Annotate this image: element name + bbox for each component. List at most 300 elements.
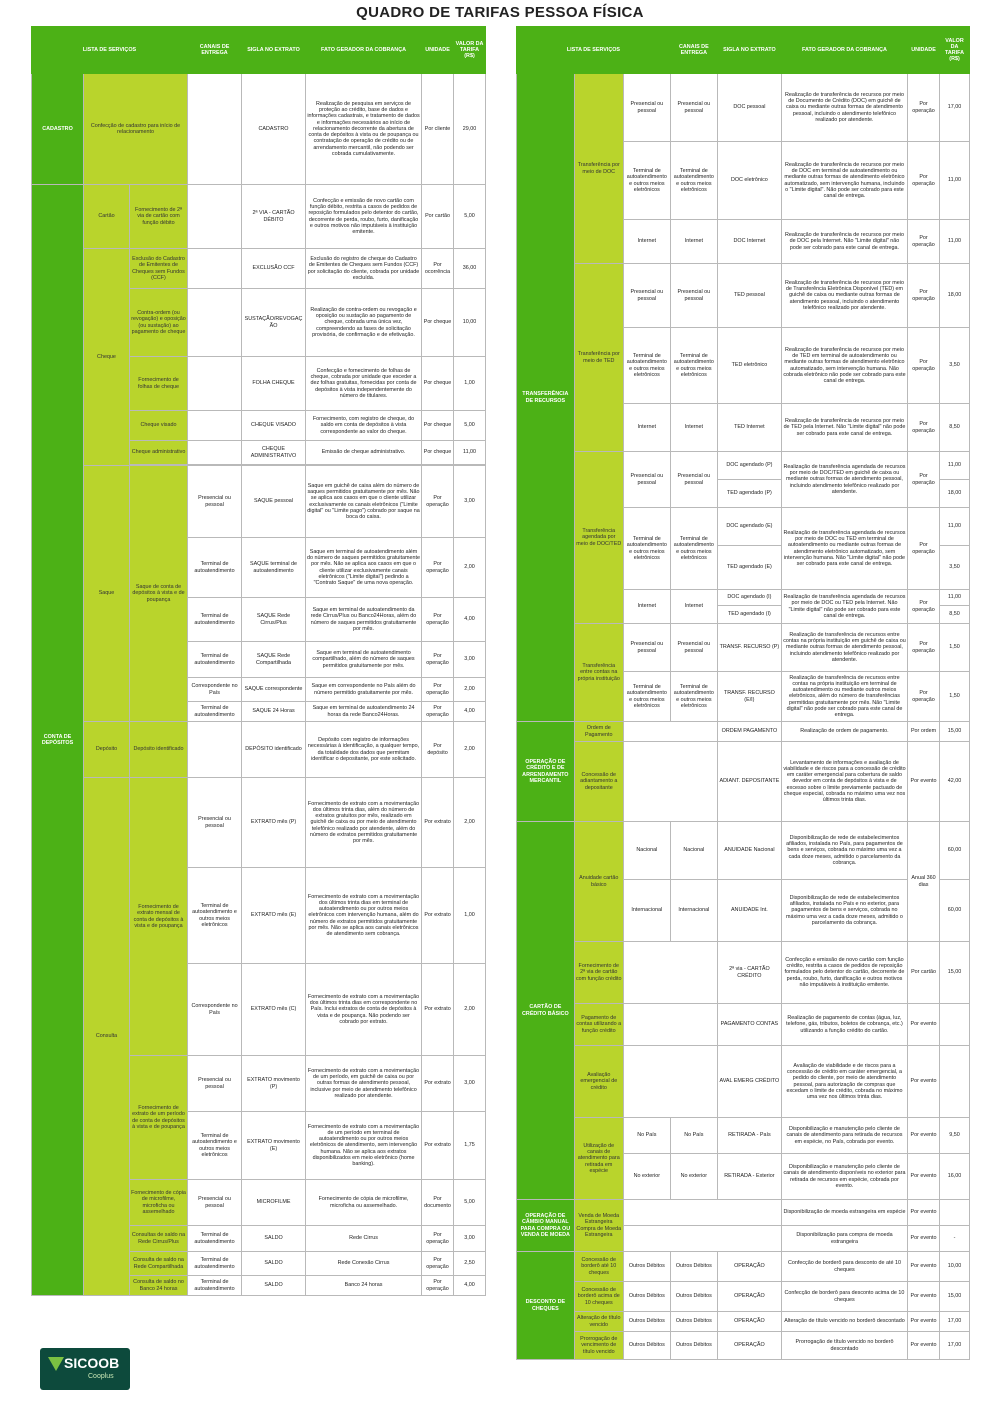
- unidade-cell: Por evento: [908, 1282, 940, 1312]
- valor-cell: 18,00: [940, 480, 970, 508]
- canal-cell: Outros Débitos: [670, 1252, 717, 1282]
- valor-cell: 3,00: [454, 466, 486, 538]
- canal-cell: Outros Débitos: [670, 1332, 717, 1360]
- unidade-cell: Por cheque: [422, 411, 454, 441]
- fato-cell: Saque em guichê de caixa além do número de saques permitidos gratuitamente por mês. Não se aplica aos casos em que o cliente utilizar exclusivamente os canais eletrônicos ("Limite digital" ou "Limite pago") cobrado por saque na boca do caixa.: [306, 466, 422, 538]
- canal-cell: [188, 357, 242, 411]
- valor-cell: 5,00: [454, 185, 486, 249]
- sigla-cell: PAGAMENTO CONTAS: [717, 1004, 781, 1046]
- valor-cell: 11,00: [940, 452, 970, 480]
- sigla-cell: RETIRADA - Exterior: [717, 1154, 781, 1200]
- unidade-cell: Por depósito: [422, 722, 454, 778]
- unidade-cell: Por evento: [908, 1200, 940, 1226]
- sigla-cell: DOC Internet: [717, 220, 781, 264]
- canal-cell: Correspondente no País: [188, 678, 242, 702]
- fato-cell: Realização de transferência agendada de recursos por meio de DOC/TED em guichê de caixa ou mediante outras formas de atendimento pessoal, incluindo atendimento telefônico realizado por atendente.: [781, 452, 907, 508]
- canal-cell: [623, 1200, 781, 1226]
- canal-cell: Presencial ou pessoal: [188, 778, 242, 868]
- sigla-cell: EXTRATO mês (C): [242, 964, 306, 1056]
- unidade-cell: Por extrato: [422, 868, 454, 964]
- canal-cell: Presencial ou pessoal: [670, 264, 717, 328]
- unidade-cell: Por operação: [422, 466, 454, 538]
- canal-cell: Outros Débitos: [623, 1312, 670, 1332]
- service-desc: Transferência entre contas na própria instituição: [574, 624, 623, 722]
- fato-cell: Disponibilização para compra de moeda estrangeira: [781, 1226, 907, 1252]
- unidade-cell: Por cheque: [422, 357, 454, 411]
- unidade-cell: Por ordem: [908, 722, 940, 742]
- unidade-cell: Por operação: [908, 328, 940, 404]
- canal-cell: [188, 722, 242, 778]
- service-desc: Consulta de saldo no Banco 24 horas: [130, 1276, 188, 1296]
- sigla-cell: CHEQUE ADMINISTRATIVO: [242, 441, 306, 465]
- valor-cell: -: [940, 1226, 970, 1252]
- fato-cell: Realização de transferência agendada de recursos por meio de DOC ou TED em terminal de autoatendimento ou mediante outras formas de atendimento eletrônico automatizado, sem intervenção humana. Não "Limite digital" não pode ser cobrado para este canal de entrega.: [781, 508, 907, 590]
- valor-cell: 29,00: [454, 74, 486, 185]
- canal-cell: Terminal de autoatendimento e outros meios eletrônicos: [670, 142, 717, 220]
- canal-cell: Presencial ou pessoal: [623, 624, 670, 672]
- fato-cell: Alteração de título vencido no borderô descontado: [781, 1312, 907, 1332]
- unidade-cell: Por cartão: [908, 942, 940, 1004]
- canal-cell: Presencial ou pessoal: [670, 74, 717, 142]
- fato-cell: Realização de pagamento de contas (água, luz, telefone, gás, tributos, boletos de cobrança, etc.) utilizando a função crédito do cartão.: [781, 1004, 907, 1046]
- sigla-cell: TED pessoal: [717, 264, 781, 328]
- unidade-cell: Por evento: [908, 1004, 940, 1046]
- canal-cell: Terminal de autoatendimento: [188, 1226, 242, 1252]
- fato-cell: Realização de transferência de recursos por meio de Transferência Eletrônica Disponível (TED) em guichê de caixa ou mediante outras formas de atendimento pessoal, incluindo o atendimento telefônico realizado por atendente.: [781, 264, 907, 328]
- sigla-cell: DEPÓSITO identificado: [242, 722, 306, 778]
- valor-cell: 4,00: [454, 702, 486, 722]
- service-desc: Fornecimento de cópia de microfilme, microficha ou assemelhado: [130, 1180, 188, 1226]
- sigla-cell: DOC agendado (E): [717, 508, 781, 546]
- fato-cell: Confecção de borderô para desconto acima de 10 cheques: [781, 1282, 907, 1312]
- valor-cell: 17,00: [940, 74, 970, 142]
- canal-cell: Internet: [623, 590, 670, 624]
- sigla-cell: EXTRATO mês (P): [242, 778, 306, 868]
- service-desc: Cheque administrativo: [130, 441, 188, 465]
- valor-cell: 1,50: [940, 624, 970, 672]
- canal-cell: Terminal de autoatendimento e outros meios eletrônicos: [623, 672, 670, 722]
- canal-cell: [623, 1004, 717, 1046]
- unidade-cell: Por operação: [908, 590, 940, 624]
- canal-cell: Outros Débitos: [670, 1282, 717, 1312]
- canal-cell: [188, 74, 242, 185]
- service-desc: Contra-ordem (ou revogação) e oposição (ou sustação) ao pagamento de cheque: [130, 289, 188, 357]
- canal-cell: Internet: [670, 590, 717, 624]
- fato-cell: Fornecimento de extrato com a movimentação dos últimos trinta dias, além do número de extratos gratuitos por mês, realizado em guichê de caixa ou por meio de atendimento telefônico realizado por atendente, além do número de extratos permitidos gratuitamente por mês.: [306, 778, 422, 868]
- sigla-cell: RETIRADA - País: [717, 1118, 781, 1154]
- sigla-cell: OPERAÇÃO: [717, 1312, 781, 1332]
- group-consulta: Consulta: [84, 778, 130, 1296]
- canal-cell: Terminal de autoatendimento: [188, 1276, 242, 1296]
- valor-cell: 2,00: [454, 538, 486, 598]
- service-desc: Transferência por meio de DOC: [574, 74, 623, 264]
- valor-cell: 42,00: [940, 742, 970, 822]
- unidade-cell: Por operação: [908, 672, 940, 722]
- section-cartao-credito: CARTÃO DE CRÉDITO BÁSICO: [517, 822, 575, 1200]
- canal-cell: Internacional: [623, 880, 670, 942]
- fato-cell: Fornecimento de extrato com a movimentação de um período em terminal de autoatendimento ou por outros meios eletrônicos de atendimento, sem intervenção humana. Não se aplica aos extratos disponibilizados em meio eletrônico (home banking).: [306, 1112, 422, 1180]
- unidade-cell: Por operação: [422, 1252, 454, 1276]
- fato-cell: Fornecimento de extrato com a movimentação dos últimos trinta dias em correspondente no País. Inclui extratos de conta de depósitos à vista e de poupança. Não podendo ser cobrado por extrato.: [306, 964, 422, 1056]
- fato-cell: Depósito com registro de informações necessárias à identificação, a qualquer tempo, da totalidade dos dados que permitam identificar o depositante, por este solicitado.: [306, 722, 422, 778]
- section-cambio: OPERAÇÃO DE CÂMBIO MANUAL PARA COMPRA OU VENDA DE MOEDA: [517, 1200, 575, 1252]
- sigla-cell: TED agendado (P): [717, 480, 781, 508]
- canal-cell: Internacional: [670, 880, 717, 942]
- canal-cell: Presencial ou pessoal: [623, 264, 670, 328]
- unidade-cell: Por evento: [908, 1118, 940, 1154]
- valor-cell: 4,00: [454, 598, 486, 642]
- fato-cell: Fornecimento de extrato com a movimentação de um período, em guichê de caixa ou por outras formas de atendimento pessoal, inclusive por meio de atendimento telefônico realizado por atendente.: [306, 1056, 422, 1112]
- service-desc: Ordem de Pagamento: [574, 722, 623, 742]
- unidade-cell: Por operação: [908, 624, 940, 672]
- canal-cell: Terminal de autoatendimento e outros meios eletrônicos: [670, 672, 717, 722]
- fato-cell: Disponibilização de rede de estabelecimentos afiliados, instalada no País, para pagamentos de bens e serviços, cobrada no máximo uma vez a cada doze meses, admitido o parcelamento da cobrança.: [781, 822, 907, 880]
- sigla-cell: EXTRATO mês (E): [242, 868, 306, 964]
- canal-cell: [623, 742, 717, 822]
- valor-cell: 60,00: [940, 880, 970, 942]
- service-desc: Fornecimento de 2ª via de cartão com função débito: [130, 185, 188, 249]
- unidade-cell: Por ocorrência: [422, 249, 454, 289]
- valor-cell: 8,50: [940, 404, 970, 452]
- sigla-cell: TRANSF. RECURSO (E/I): [717, 672, 781, 722]
- left-tariff-table: [31, 26, 485, 1296]
- valor-cell: 1,50: [940, 672, 970, 722]
- canal-cell: [623, 1046, 717, 1118]
- canal-cell: [623, 1226, 781, 1252]
- fato-cell: Realização de transferência agendada de recursos por meio de DOC ou TED pela Internet. Não "Limite digital" não pode ser cobrado para este canal de entrega.: [781, 590, 907, 624]
- valor-cell: 11,00: [940, 142, 970, 220]
- canal-cell: Terminal de autoatendimento: [188, 598, 242, 642]
- fato-cell: Exclusão do registro de cheque do Cadastro de Emitentes de Cheques sem Fundos (CCF) por solicitação do cliente, cobrada por unidade excluída.: [306, 249, 422, 289]
- sigla-cell: DOC eletrônico: [717, 142, 781, 220]
- valor-cell: [940, 1200, 970, 1226]
- sigla-cell: SAQUE pessoal: [242, 466, 306, 538]
- service-desc: Transferência por meio de TED: [574, 264, 623, 452]
- service-desc: Cheque visado: [130, 411, 188, 441]
- sigla-cell: TED Internet: [717, 404, 781, 452]
- page-title: QUADRO DE TARIFAS PESSOA FÍSICA: [356, 4, 644, 21]
- service-desc: Utilização de canais de atendimento para retirada em espécie: [574, 1118, 623, 1200]
- canal-cell: No País: [623, 1118, 670, 1154]
- unidade-cell: Por operação: [908, 452, 940, 508]
- sigla-cell: AVAL EMERG CRÉDITO: [717, 1046, 781, 1118]
- service-desc: Fornecimento de folhas de cheque: [130, 357, 188, 411]
- sigla-cell: OPERAÇÃO: [717, 1332, 781, 1360]
- canal-cell: No País: [670, 1118, 717, 1154]
- unidade-cell: Por operação: [908, 74, 940, 142]
- unidade-cell: Por extrato: [422, 1112, 454, 1180]
- fato-cell: Realização de transferência de recursos por meio de DOC em terminal de autoatendimento ou mediante outras formas de atendimento eletrônico automatizado, sem intervenção humana, incluindo o "Limite digital". Não pode ser cobrado para este canal de entrega.: [781, 142, 907, 220]
- header-lista: LISTA DE SERVIÇOS: [517, 27, 671, 74]
- unidade-cell: Por cheque: [422, 289, 454, 357]
- unidade-cell: Por operação: [908, 142, 940, 220]
- fato-cell: Saque em terminal de autoatendimento além do número de saques permitidos gratuitamente por mês. Não se aplica aos casos em que o cliente utilizar exclusivamente canais eletrônicos ("Limite digital") pedindo a "Contrato Saque" de uma nova operação.: [306, 538, 422, 598]
- fato-cell: Realização de transferência de recursos por meio de Documento de Crédito (DOC) em guichê de caixa ou mediante outras formas de atendimento pessoal, incluindo o atendimento telefônico realizado por atendente.: [781, 74, 907, 142]
- sigla-cell: SAQUE correspondente: [242, 678, 306, 702]
- service-desc: Consulta de saldo na Rede Compartilhada: [130, 1252, 188, 1276]
- canal-cell: Internet: [623, 220, 670, 264]
- fato-cell: Avaliação de viabilidade e de riscos para a concessão de crédito em caráter emergencial, a pedido do cliente, por meio de atendimento pessoal, para autorização de compras que excedam o limite de crédito, cobrada no máximo uma vez nos últimos trinta dias.: [781, 1046, 907, 1118]
- unidade-cell: Por evento: [908, 1312, 940, 1332]
- fato-cell: Banco 24 horas: [306, 1276, 422, 1296]
- service-desc: Exclusão do Cadastro de Emitentes de Cheques sem Fundos (CCF): [130, 249, 188, 289]
- header-fato: FATO GERADOR DA COBRANÇA: [306, 27, 422, 74]
- canal-cell: No exterior: [670, 1154, 717, 1200]
- valor-cell: 2,50: [454, 1252, 486, 1276]
- sigla-cell: OPERAÇÃO: [717, 1252, 781, 1282]
- unidade-cell: Por evento: [908, 1332, 940, 1360]
- right-tariff-table: [516, 26, 970, 1360]
- valor-cell: 3,50: [940, 546, 970, 590]
- valor-cell: 11,00: [454, 441, 486, 465]
- canal-cell: Internet: [670, 220, 717, 264]
- canal-cell: Internet: [623, 404, 670, 452]
- group-saque: Saque: [84, 466, 130, 722]
- fato-cell: Rede Conexão Cirrus: [306, 1252, 422, 1276]
- sigla-cell: FOLHA CHEQUE: [242, 357, 306, 411]
- unidade-cell: Por operação: [422, 702, 454, 722]
- header-sigla: SIGLA NO EXTRATO: [242, 27, 306, 74]
- sigla-cell: DOC pessoal: [717, 74, 781, 142]
- canal-cell: Outros Débitos: [623, 1252, 670, 1282]
- unidade-cell: Por operação: [908, 404, 940, 452]
- fato-cell: Fornecimento de cópia de microfilme, microficha ou assemelhado.: [306, 1180, 422, 1226]
- valor-cell: 1,75: [454, 1112, 486, 1180]
- sigla-cell: CHEQUE VISADO: [242, 411, 306, 441]
- sigla-cell: 2ª via - CARTÃO CRÉDITO: [717, 942, 781, 1004]
- logo-subtitle: Cooplus: [88, 1373, 114, 1380]
- sigla-cell: 2ª VIA - CARTÃO DÉBITO: [242, 185, 306, 249]
- unidade-cell: Por evento: [908, 742, 940, 822]
- valor-cell: 8,50: [940, 606, 970, 624]
- unidade-cell: Por operação: [422, 642, 454, 678]
- sigla-cell: ORDEM PAGAMENTO: [717, 722, 781, 742]
- sigla-cell: SAQUE 24 Horas: [242, 702, 306, 722]
- service-desc: Avaliação emergencial de crédito: [574, 1046, 623, 1118]
- canal-cell: Terminal de autoatendimento: [188, 538, 242, 598]
- service-desc: Anuidade cartão básico: [574, 822, 623, 942]
- fato-cell: Realização de transferência de recursos por meio de DOC pela Internet. Não "Limite digital" não pode ser cobrado para este canal de entrega.: [781, 220, 907, 264]
- canal-cell: [188, 289, 242, 357]
- fato-cell: Prorrogação de título vencido no borderô descontado: [781, 1332, 907, 1360]
- sicoob-mark-icon: [48, 1357, 64, 1371]
- fato-cell: Confecção e emissão de novo cartão com função crédito, restrita a casos de pedidos de reposição formulados pelo detentor do cartão, decorrente de perda, roubo, furto, danificação e outros motivos não imputáveis à instituição emitente.: [781, 942, 907, 1004]
- valor-cell: 36,00: [454, 249, 486, 289]
- fato-cell: Realização de ordem de pagamento.: [781, 722, 907, 742]
- sigla-cell: SALDO: [242, 1226, 306, 1252]
- valor-cell: 15,00: [940, 722, 970, 742]
- sigla-cell: EXTRATO movimento (E): [242, 1112, 306, 1180]
- unidade-cell: Por cheque: [422, 441, 454, 465]
- valor-cell: 4,00: [454, 1276, 486, 1296]
- unidade-cell: Por evento: [908, 1046, 940, 1118]
- valor-cell: 17,00: [940, 1332, 970, 1360]
- valor-cell: 1,00: [454, 868, 486, 964]
- header-valor: VALOR DA TARIFA (R$): [940, 27, 970, 74]
- fato-cell: Disponibilização e manutenção pelo cliente de canais de atendimento para retirada de recursos em espécie, no País, cobrada por evento.: [781, 1118, 907, 1154]
- canal-cell: [188, 411, 242, 441]
- unidade-cell: Por cliente: [422, 74, 454, 185]
- header-canais: CANAIS DE ENTREGA: [670, 27, 717, 74]
- sigla-cell: TED agendado (I): [717, 606, 781, 624]
- service-desc: Fornecimento de extrato mensal de conta de depósitos à vista e de poupança: [130, 778, 188, 1056]
- header-valor: VALOR DA TARIFA (R$): [454, 27, 486, 74]
- sigla-cell: OPERAÇÃO: [717, 1282, 781, 1312]
- valor-cell: 15,00: [940, 942, 970, 1004]
- service-desc: Fornecimento de 2ª via de cartão com função crédito: [574, 942, 623, 1004]
- section-operacao-credito: OPERAÇÃO DE CRÉDITO E DE ARRENDAMENTO MERCANTIL: [517, 722, 575, 822]
- fato-cell: Confecção e fornecimento de folhas de cheque, cobrada por unidade que exceder a dez folhas gratuitas, fornecidas por conta de depósitos à vista independentemente do número de titulares.: [306, 357, 422, 411]
- sigla-cell: CADASTRO: [242, 74, 306, 185]
- canal-cell: No exterior: [623, 1154, 670, 1200]
- canal-cell: [188, 249, 242, 289]
- sigla-cell: ANUIDADE Int.: [717, 880, 781, 942]
- canal-cell: Terminal de autoatendimento e outros meios eletrônicos: [188, 1112, 242, 1180]
- sigla-cell: ANUIDADE Nacional: [717, 822, 781, 880]
- header-unidade: UNIDADE: [422, 27, 454, 74]
- unidade-cell: Por extrato: [422, 964, 454, 1056]
- canal-cell: Presencial ou pessoal: [670, 452, 717, 508]
- logo-name: SICOOB: [64, 1355, 120, 1371]
- valor-cell: 15,00: [940, 1282, 970, 1312]
- fato-cell: Realização de transferência de recursos entre contas na própria instituição em guichê de caixa ou mediante outras formas de atendimento pessoal, incluindo atendimento telefônico realizado por atendente.: [781, 624, 907, 672]
- unidade-cell: Por operação: [422, 598, 454, 642]
- valor-cell: 11,00: [940, 590, 970, 606]
- fato-cell: Fornecimento de extrato com a movimentação dos últimos trinta dias em terminal de autoatendimento ou por outros meios eletrônicos com intervenção humana, além do número de extratos permitidos gratuitamente por mês. Não se aplica aos canais eletrônicos de atendimento sem cobrança.: [306, 868, 422, 964]
- valor-cell: 10,00: [940, 1252, 970, 1282]
- valor-cell: 17,00: [940, 1312, 970, 1332]
- service-desc: Venda de Moeda Estrangeira Compra de Moeda Estrangeira: [574, 1200, 623, 1252]
- sigla-cell: SAQUE Rede Compartilhada: [242, 642, 306, 678]
- canal-cell: [188, 185, 242, 249]
- fato-cell: Saque em terminal de autoatendimento 24 horas da rede Banco24Horas.: [306, 702, 422, 722]
- canal-cell: Terminal de autoatendimento e outros meios eletrônicos: [623, 508, 670, 590]
- service-desc: Alteração de título vencido: [574, 1312, 623, 1332]
- sigla-cell: EXCLUSÃO CCF: [242, 249, 306, 289]
- service-desc: Concessão de borderô até 10 cheques: [574, 1252, 623, 1282]
- service-desc: Pagamento de contas utilizando a função crédito: [574, 1004, 623, 1046]
- unidade-cell: Por evento: [908, 1252, 940, 1282]
- canal-cell: Terminal de autoatendimento e outros meios eletrônicos: [670, 508, 717, 590]
- fato-cell: Realização de pesquisa em serviços de proteção ao crédito, base de dados e informações cadastrais, e tratamento de dados e informações necessários ao início de relacionamento decorrente da abertura de conta de depósitos à vista ou de poupança ou contratação de operação de crédito ou de arrendamento mercantil, não podendo ser cobrada cumulativamente.: [306, 74, 422, 185]
- unidade-cell: Por cartão: [422, 185, 454, 249]
- sigla-cell: MICROFILME: [242, 1180, 306, 1226]
- valor-cell: 2,00: [454, 722, 486, 778]
- canal-cell: Terminal de autoatendimento e outros meios eletrônicos: [188, 868, 242, 964]
- valor-cell: [940, 1004, 970, 1046]
- group-cartao: Cartão: [84, 185, 130, 249]
- valor-cell: 3,00: [454, 1226, 486, 1252]
- header-unidade: UNIDADE: [908, 27, 940, 74]
- valor-cell: 5,00: [454, 1180, 486, 1226]
- fato-cell: Realização de transferência de recursos entre contas na própria instituição em terminal de autoatendimento ou mediante outros meios eletrônicos, além do número de transferências permitidas gratuitamente por mês. Não "Limite digital" não pode ser cobrado para este canal de entrega.: [781, 672, 907, 722]
- valor-cell: 1,00: [454, 357, 486, 411]
- valor-cell: 2,00: [454, 964, 486, 1056]
- valor-cell: 11,00: [940, 508, 970, 546]
- sigla-cell: SALDO: [242, 1252, 306, 1276]
- canal-cell: [623, 942, 717, 1004]
- fato-cell: Rede Cirrus: [306, 1226, 422, 1252]
- service-desc: Depósito identificado: [130, 722, 188, 778]
- fato-cell: Disponibilização de rede de estabelecimentos afiliados, instalada no País e no exterior, para pagamentos de bens e serviços, cobrada no máximo uma vez a cada doze meses, admitido o parcelamento da cobrança.: [781, 880, 907, 942]
- canal-cell: Terminal de autoatendimento e outros meios eletrônicos: [623, 328, 670, 404]
- group-deposito: Depósito: [84, 722, 130, 778]
- canal-cell: Presencial ou pessoal: [188, 1056, 242, 1112]
- sigla-cell: TED agendado (E): [717, 546, 781, 590]
- service-desc: Transferência agendada por meio de DOC/TED: [574, 452, 623, 624]
- fato-cell: Confecção e emissão de novo cartão com função débito, restrita a casos de pedidos de reposição formulados pelo detentor do cartão, decorrente de perda, roubo, furto, danificação e outros motivos não imputáveis à instituição emitente.: [306, 185, 422, 249]
- valor-cell: 3,50: [940, 328, 970, 404]
- unidade-cell: Por evento: [908, 1226, 940, 1252]
- service-desc: Concessão de adiantamento a depositante: [574, 742, 623, 822]
- fato-cell: Saque em terminal de autoatendimento compartilhado, além do número de saques permitidos gratuitamente por mês.: [306, 642, 422, 678]
- header-sigla: SIGLA NO EXTRATO: [717, 27, 781, 74]
- fato-cell: Confecção de borderô para desconto de até 10 cheques: [781, 1252, 907, 1282]
- canal-cell: Outros Débitos: [670, 1312, 717, 1332]
- fato-cell: Realização de transferência de recursos por meio de TED em terminal de autoatendimento ou mediante outras formas de atendimento eletrônico automatizado, sem intervenção humana. Não cobrada eletrônico não pode ser cobrado para este canal de entrega.: [781, 328, 907, 404]
- sigla-cell: SALDO: [242, 1276, 306, 1296]
- service-desc: Confecção de cadastro para início de relacionamento: [84, 74, 188, 185]
- canal-cell: Terminal de autoatendimento: [188, 642, 242, 678]
- valor-cell: 16,00: [940, 1154, 970, 1200]
- canal-cell: Presencial ou pessoal: [623, 74, 670, 142]
- valor-cell: 11,00: [940, 220, 970, 264]
- fato-cell: Realização de contra-ordem ou revogação e oposição ou sustação ao pagamento de cheque, cobrada uma única vez, compreendendo as fases de solicitação provisória, de confirmação e de efetivação.: [306, 289, 422, 357]
- service-desc: Concessão de borderô acima de 10 cheques: [574, 1282, 623, 1312]
- unidade-cell: Por operação: [422, 1226, 454, 1252]
- section-conta: CONTA DE DEPÓSITOS: [32, 185, 84, 1296]
- canal-cell: Terminal de autoatendimento: [188, 1252, 242, 1276]
- canal-cell: Presencial ou pessoal: [188, 466, 242, 538]
- section-desconto-cheques: DESCONTO DE CHEQUES: [517, 1252, 575, 1360]
- sigla-cell: SAQUE Rede Cirrus/Plus: [242, 598, 306, 642]
- valor-cell: 3,00: [454, 642, 486, 678]
- unidade-cell: Por operação: [908, 508, 940, 590]
- canal-cell: Terminal de autoatendimento: [188, 702, 242, 722]
- fato-cell: Saque em terminal de autoatendimento da rede Cirrus/Plus ou Banco24Horas, além do número de saques permitidos gratuitamente por mês.: [306, 598, 422, 642]
- service-desc: Fornecimento de extrato de um período de conta de depósitos à vista e de poupança: [130, 1056, 188, 1180]
- unidade-cell: Por operação: [422, 678, 454, 702]
- unidade-cell: Por evento: [908, 1154, 940, 1200]
- canal-cell: Terminal de autoatendimento e outros meios eletrônicos: [670, 328, 717, 404]
- service-desc: Prorrogação de vencimento de título vencido: [574, 1332, 623, 1360]
- unidade-cell: Por operação: [422, 538, 454, 598]
- header-lista: LISTA DE SERVIÇOS: [32, 27, 188, 74]
- service-desc: Saque de conta de depósitos à vista e de poupança: [130, 466, 188, 722]
- canal-cell: Presencial ou pessoal: [670, 624, 717, 672]
- canal-cell: Outros Débitos: [623, 1332, 670, 1360]
- sigla-cell: DOC agendado (I): [717, 590, 781, 606]
- canal-cell: [188, 441, 242, 465]
- valor-cell: 9,50: [940, 1118, 970, 1154]
- sigla-cell: EXTRATO movimento (P): [242, 1056, 306, 1112]
- unidade-cell: Por extrato: [422, 1056, 454, 1112]
- unidade-cell: Por operação: [908, 220, 940, 264]
- sigla-cell: DOC agendado (P): [717, 452, 781, 480]
- group-cheque: Cheque: [84, 249, 130, 466]
- fato-cell: Levantamento de informações e avaliação de viabilidade e de riscos para a concessão de crédito em caráter emergencial para cobertura de saldo devedor em conta de depósitos à vista e de excesso sobre o limite previamente pactuado de cheque especial, cobrada no máximo uma vez nos últimos trinta dias.: [781, 742, 907, 822]
- valor-cell: 60,00: [940, 822, 970, 880]
- canal-cell: Presencial ou pessoal: [188, 1180, 242, 1226]
- unidade-cell: Por operação: [422, 1276, 454, 1296]
- valor-cell: [940, 1046, 970, 1118]
- valor-cell: 2,00: [454, 678, 486, 702]
- sigla-cell: TED eletrônico: [717, 328, 781, 404]
- canal-cell: Outros Débitos: [623, 1282, 670, 1312]
- canal-cell: Correspondente no País: [188, 964, 242, 1056]
- valor-cell: 3,00: [454, 1056, 486, 1112]
- canal-cell: Internet: [670, 404, 717, 452]
